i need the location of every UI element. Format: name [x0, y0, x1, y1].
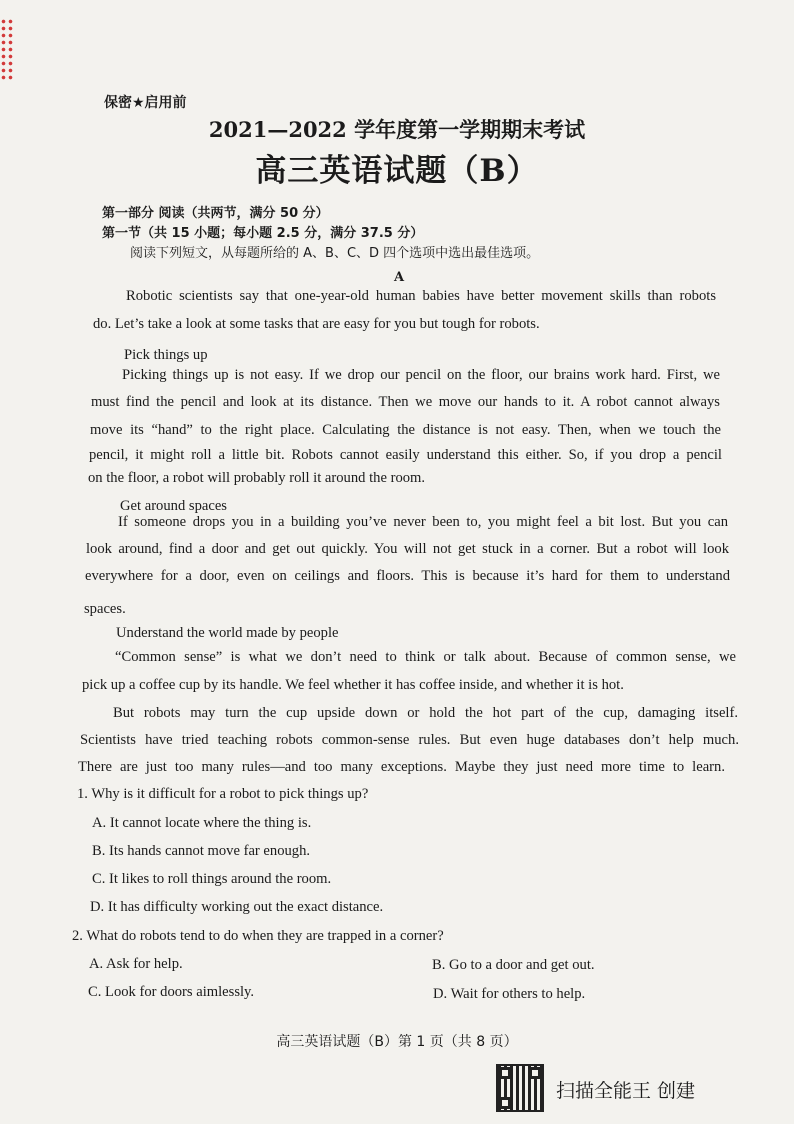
passage-line: pick up a coffee cup by its handle. We feel whether it has coffee inside, and whether it is hot.	[82, 677, 624, 693]
passage-line: Robotic scientists say that one-year-old human babies have better movement skills than robots	[126, 288, 716, 304]
question-1-option-b: B. Its hands cannot move far enough.	[92, 843, 311, 859]
paper-title: 高三英语试题（B）	[255, 153, 539, 189]
passage-line: look around, find a door and get out quickly. You will not get stuck in a corner. But a robot will look	[86, 541, 729, 557]
confidential-label: 保密★启用前	[104, 95, 187, 111]
passage-line: everywhere for a door, even on ceilings and floors. This is because it’s hard for them to understand	[85, 568, 730, 584]
subheading-understand-world: Understand the world made by people	[116, 625, 339, 641]
passage-line: “Common sense” is what we don’t need to think or talk about. Because of common sense, we	[115, 649, 736, 665]
passage-line: But robots may turn the cup upside down or hold the hot part of the cup, damaging itself.	[113, 705, 738, 721]
passage-line: spaces.	[84, 601, 126, 617]
passage-line: There are just too many rules—and too many exceptions. Maybe they just need more time to learn.	[78, 759, 725, 775]
question-2-option-c: C. Look for doors aimlessly.	[88, 984, 255, 1000]
subheading-get-around-spaces: Get around spaces	[120, 498, 227, 514]
passage-line: If someone drops you in a building you’ve never been to, you might feel a bit lost. But you can	[118, 514, 728, 530]
passage-line: Picking things up is not easy. If we drop our pencil on the floor, our brains work hard. First, we	[122, 367, 720, 383]
question-2-option-b: B. Go to a door and get out.	[432, 957, 595, 973]
passage-line: move its “hand” to the right place. Calculating the distance is not easy. Then, when we touch the	[90, 422, 721, 438]
qr-code-icon	[496, 1064, 544, 1112]
exam-title: 2021—2022 学年度第一学期期末考试	[208, 117, 586, 142]
passage-line: Scientists have tried teaching robots common-sense rules. But even huge databases don’t help much.	[80, 732, 739, 748]
subheading-pick-things-up: Pick things up	[124, 347, 208, 363]
scanner-watermark: 扫描全能王 创建	[556, 1080, 696, 1102]
passage-line: pencil, it might roll a little bit. Robots cannot easily understand this either. So, if you drop a pencil	[89, 447, 722, 463]
instructions: 阅读下列短文，从每题所给的 A、B、C、D 四个选项中选出最佳选项。	[130, 246, 540, 261]
section-heading: 第一节（共 15 小题；每小题 2.5 分，满分 37.5 分）	[102, 226, 424, 241]
passage-label: A	[394, 270, 405, 285]
page-footer: 高三英语试题（B）第 1 页（共 8 页）	[276, 1034, 518, 1050]
question-2-stem: 2. What do robots tend to do when they are trapped in a corner?	[72, 928, 444, 944]
question-2-option-d: D. Wait for others to help.	[433, 986, 586, 1002]
passage-line: do. Let’s take a look at some tasks that are easy for you but tough for robots.	[93, 316, 540, 332]
passage-line: on the floor, a robot will probably roll it around the room.	[88, 470, 426, 486]
passage-line: must find the pencil and look at its distance. Then we move our hands to it. A robot cannot always	[91, 394, 720, 410]
part-heading: 第一部分 阅读（共两节，满分 50 分）	[102, 206, 329, 221]
binding-edge-dots	[0, 18, 14, 80]
question-1-option-d: D. It has difficulty working out the exact distance.	[90, 899, 384, 915]
question-1-option-c: C. It likes to roll things around the room.	[92, 871, 332, 887]
question-1-stem: 1. Why is it difficult for a robot to pick things up?	[77, 786, 369, 802]
question-1-option-a: A. It cannot locate where the thing is.	[92, 815, 312, 831]
question-2-option-a: A. Ask for help.	[89, 956, 183, 972]
